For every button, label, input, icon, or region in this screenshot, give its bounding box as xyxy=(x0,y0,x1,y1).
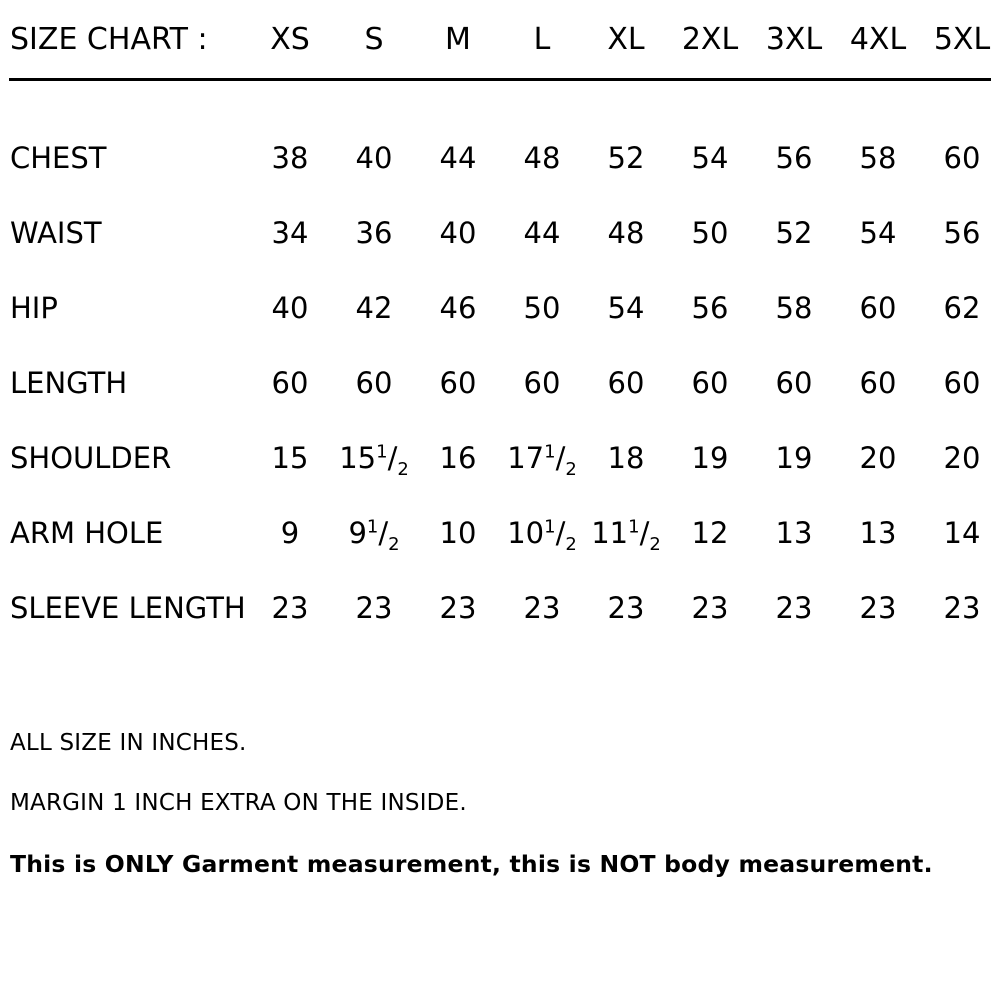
cell-value: 36 xyxy=(355,216,393,250)
spacer-cell xyxy=(0,81,1000,141)
cell-value: 52 xyxy=(775,216,813,250)
cell-value: 16 xyxy=(439,441,477,475)
cell-value: 19 xyxy=(691,441,729,475)
column-header-size: S xyxy=(364,22,384,57)
cell-value: 20 xyxy=(859,441,897,475)
cell-value: $17^1/_2$ xyxy=(507,441,577,480)
cell-value: 23 xyxy=(859,591,897,625)
cell-value: 23 xyxy=(775,591,813,625)
column-header-size: 2XL xyxy=(681,22,739,57)
cell-value: 13 xyxy=(859,516,897,550)
cell-value: $10^1/_2$ xyxy=(507,516,577,555)
cell-value: 52 xyxy=(607,141,645,175)
cell-value: 56 xyxy=(775,141,813,175)
cell-value: 62 xyxy=(943,291,981,325)
cell-value: 54 xyxy=(607,291,645,325)
cell-value: 58 xyxy=(859,141,897,175)
column-header-size: XS xyxy=(270,22,310,57)
cell-value: 56 xyxy=(943,216,981,250)
cell-value: 56 xyxy=(691,291,729,325)
cell-value: 60 xyxy=(607,366,645,400)
cell-value: 60 xyxy=(943,366,981,400)
cell-value: 9 xyxy=(280,516,300,550)
note-margin: MARGIN 1 INCH EXTRA ON THE INSIDE. xyxy=(10,790,467,816)
cell-value: 60 xyxy=(691,366,729,400)
cell-value: 60 xyxy=(271,366,309,400)
cell-value: 42 xyxy=(355,291,393,325)
cell-value: 13 xyxy=(775,516,813,550)
cell-value: 20 xyxy=(943,441,981,475)
cell-value: 44 xyxy=(439,141,477,175)
column-header-size: 4XL xyxy=(849,22,907,57)
cell-value: 60 xyxy=(943,141,981,175)
note-units: ALL SIZE IN INCHES. xyxy=(10,730,247,756)
table-row xyxy=(0,441,1000,516)
size-chart-body xyxy=(0,22,1000,666)
cell-value: 48 xyxy=(607,216,645,250)
table-row xyxy=(0,141,1000,216)
cell-value: 40 xyxy=(439,216,477,250)
cell-value: 23 xyxy=(271,591,309,625)
cell-value: 15 xyxy=(271,441,309,475)
size-chart-table xyxy=(0,22,1000,666)
cell-value: 34 xyxy=(271,216,309,250)
table-row xyxy=(0,516,1000,591)
cell-value: 23 xyxy=(943,591,981,625)
row-label-waist: WAIST xyxy=(10,216,102,250)
row-label-shoulder: SHOULDER xyxy=(10,441,172,475)
cell-value: 54 xyxy=(691,141,729,175)
column-header-size: XL xyxy=(607,22,645,57)
cell-value: 58 xyxy=(775,291,813,325)
column-header-size: M xyxy=(445,22,471,57)
cell-value: 60 xyxy=(775,366,813,400)
cell-value: 19 xyxy=(775,441,813,475)
cell-value: 18 xyxy=(607,441,645,475)
cell-value: 12 xyxy=(691,516,729,550)
cell-value: 60 xyxy=(439,366,477,400)
row-label-length: LENGTH xyxy=(10,366,128,400)
cell-value: 23 xyxy=(439,591,477,625)
row-label-arm-hole: ARM HOLE xyxy=(10,516,164,550)
column-header-size: 3XL xyxy=(765,22,823,57)
table-header-row xyxy=(0,22,1000,78)
cell-value: 48 xyxy=(523,141,561,175)
table-row xyxy=(0,591,1000,666)
cell-value: 54 xyxy=(859,216,897,250)
row-label-hip: HIP xyxy=(10,291,58,325)
cell-value: 60 xyxy=(859,366,897,400)
cell-value: 44 xyxy=(523,216,561,250)
cell-value: 23 xyxy=(607,591,645,625)
table-row xyxy=(0,291,1000,366)
cell-value: 23 xyxy=(523,591,561,625)
size-chart-title: SIZE CHART : xyxy=(10,22,208,57)
cell-value: 38 xyxy=(271,141,309,175)
table-row xyxy=(0,216,1000,291)
cell-value: 60 xyxy=(523,366,561,400)
cell-value: 40 xyxy=(355,141,393,175)
column-header-size: 5XL xyxy=(933,22,991,57)
cell-value: 23 xyxy=(355,591,393,625)
cell-value: 46 xyxy=(439,291,477,325)
cell-value: $11^1/_2$ xyxy=(591,516,661,555)
cell-value: 50 xyxy=(691,216,729,250)
table-row xyxy=(0,366,1000,441)
row-label-chest: CHEST xyxy=(10,141,107,175)
column-header-size: L xyxy=(533,22,551,57)
cell-value: 14 xyxy=(943,516,981,550)
note-disclaimer: This is ONLY Garment measurement, this is NOT body measurement. xyxy=(10,850,933,878)
cell-value: 60 xyxy=(355,366,393,400)
spacer-row xyxy=(0,81,1000,141)
cell-value: 40 xyxy=(271,291,309,325)
cell-value: 10 xyxy=(439,516,477,550)
cell-value: 60 xyxy=(859,291,897,325)
cell-value: $9^1/_2$ xyxy=(348,516,400,555)
row-label-sleeve-length: SLEEVE LENGTH xyxy=(10,591,246,625)
cell-value: 50 xyxy=(523,291,561,325)
notes-section xyxy=(0,730,1000,878)
cell-value: $15^1/_2$ xyxy=(339,441,409,480)
cell-value: 23 xyxy=(691,591,729,625)
